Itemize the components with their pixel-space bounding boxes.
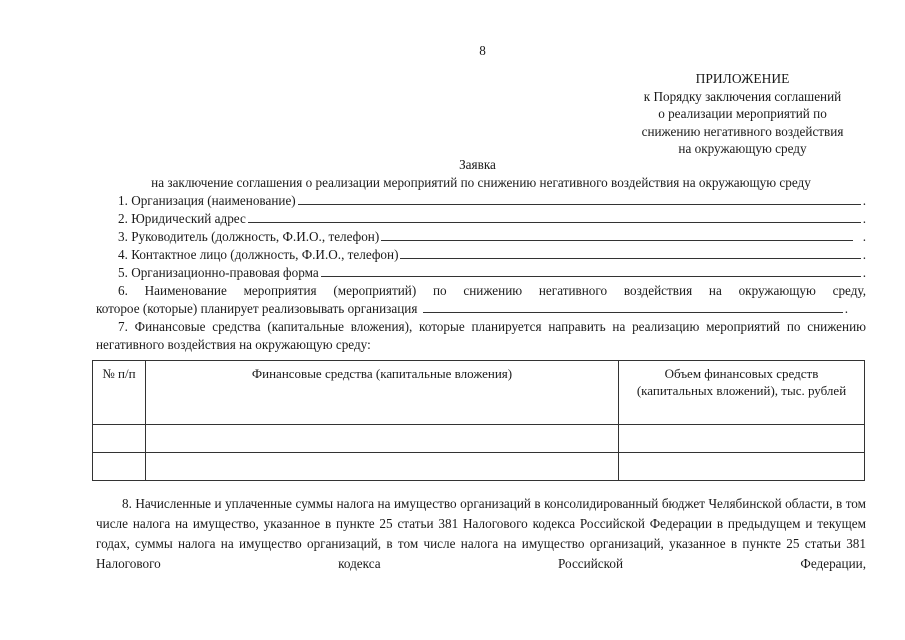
field-organization[interactable]: 1. Организация (наименование) . <box>96 192 866 210</box>
table-row <box>93 453 865 481</box>
field-label: 3. Руководитель (должность, Ф.И.О., телефон) <box>118 229 380 244</box>
item-6-line1: 6. Наименование мероприятия (мероприятий) по снижению негативного воздействия на окружающую среду, <box>118 283 866 298</box>
field-legal-address[interactable]: 2. Юридический адрес . <box>96 210 866 228</box>
appendix-block <box>600 70 885 158</box>
field-label: 1. Организация (наименование) <box>118 193 296 208</box>
field-label: 2. Юридический адрес <box>118 211 246 226</box>
table-cell[interactable] <box>146 425 619 453</box>
page-number: 8 <box>479 43 486 58</box>
table-cell[interactable] <box>619 425 865 453</box>
field-legal-form[interactable]: 5. Организационно-правовая форма . <box>96 264 866 282</box>
field-director[interactable]: 3. Руководитель (должность, Ф.И.О., телефон) . <box>96 228 866 246</box>
table-cell[interactable] <box>93 453 146 481</box>
appendix-heading: ПРИЛОЖЕНИЕ <box>695 71 790 86</box>
finance-table <box>92 360 865 481</box>
blank-line[interactable] <box>248 221 861 223</box>
table-row <box>93 425 865 453</box>
document-subtitle: на заключение соглашения о реализации мероприятий по снижению негативного воздействия на окружающую среду <box>151 175 811 190</box>
document-title: Заявка <box>459 157 496 172</box>
table-cell[interactable] <box>619 453 865 481</box>
item-6-label: которое (которые) планирует реализовывать организация <box>96 301 418 316</box>
header-volume: Объем финансовых средств (капитальных вложений), тыс. рублей <box>619 361 865 425</box>
table-cell[interactable] <box>146 453 619 481</box>
appendix-line: на окружающую среду <box>678 141 807 156</box>
blank-line[interactable] <box>381 239 852 241</box>
item-8: 8. Начисленные и уплаченные суммы налога на имущество организаций в консолидированный бюджет Челябинской области, в том числе налога на имущество, указанное в пункте 25 статьи 381 Налогового кодекса Российской Федерации в предыдущем и текущем годах, суммы налога на имущество организаций, в том числе налога на имущество организаций, указанное в пункте 25 статьи 381 Налогового кодекса Российской Федерации, <box>96 496 866 571</box>
blank-line[interactable] <box>423 311 842 313</box>
appendix-line: о реализации мероприятий по <box>658 106 827 121</box>
table-header-row <box>93 361 865 425</box>
blank-line[interactable] <box>400 257 860 259</box>
item-6-line2[interactable]: которое (которые) планирует реализовывать организация . <box>96 301 848 316</box>
header-number: № п/п <box>93 361 146 425</box>
field-label: 5. Организационно-правовая форма <box>118 265 319 280</box>
field-contact-person[interactable]: 4. Контактное лицо (должность, Ф.И.О., телефон) . <box>96 246 866 264</box>
header-finance: Финансовые средства (капитальные вложения) <box>146 361 619 425</box>
table-cell[interactable] <box>93 425 146 453</box>
blank-line[interactable] <box>298 203 861 205</box>
form-fields <box>96 192 866 282</box>
item-7: 7. Финансовые средства (капитальные вложения), которые планируется направить на реализацию мероприятий по снижению негативного воздействия на окружающую среду: <box>96 319 866 352</box>
appendix-line: к Порядку заключения соглашений <box>643 88 842 104</box>
blank-line[interactable] <box>321 275 861 277</box>
field-label: 4. Контактное лицо (должность, Ф.И.О., телефон) <box>118 247 399 262</box>
appendix-line: снижению негативного воздействия <box>641 123 844 139</box>
